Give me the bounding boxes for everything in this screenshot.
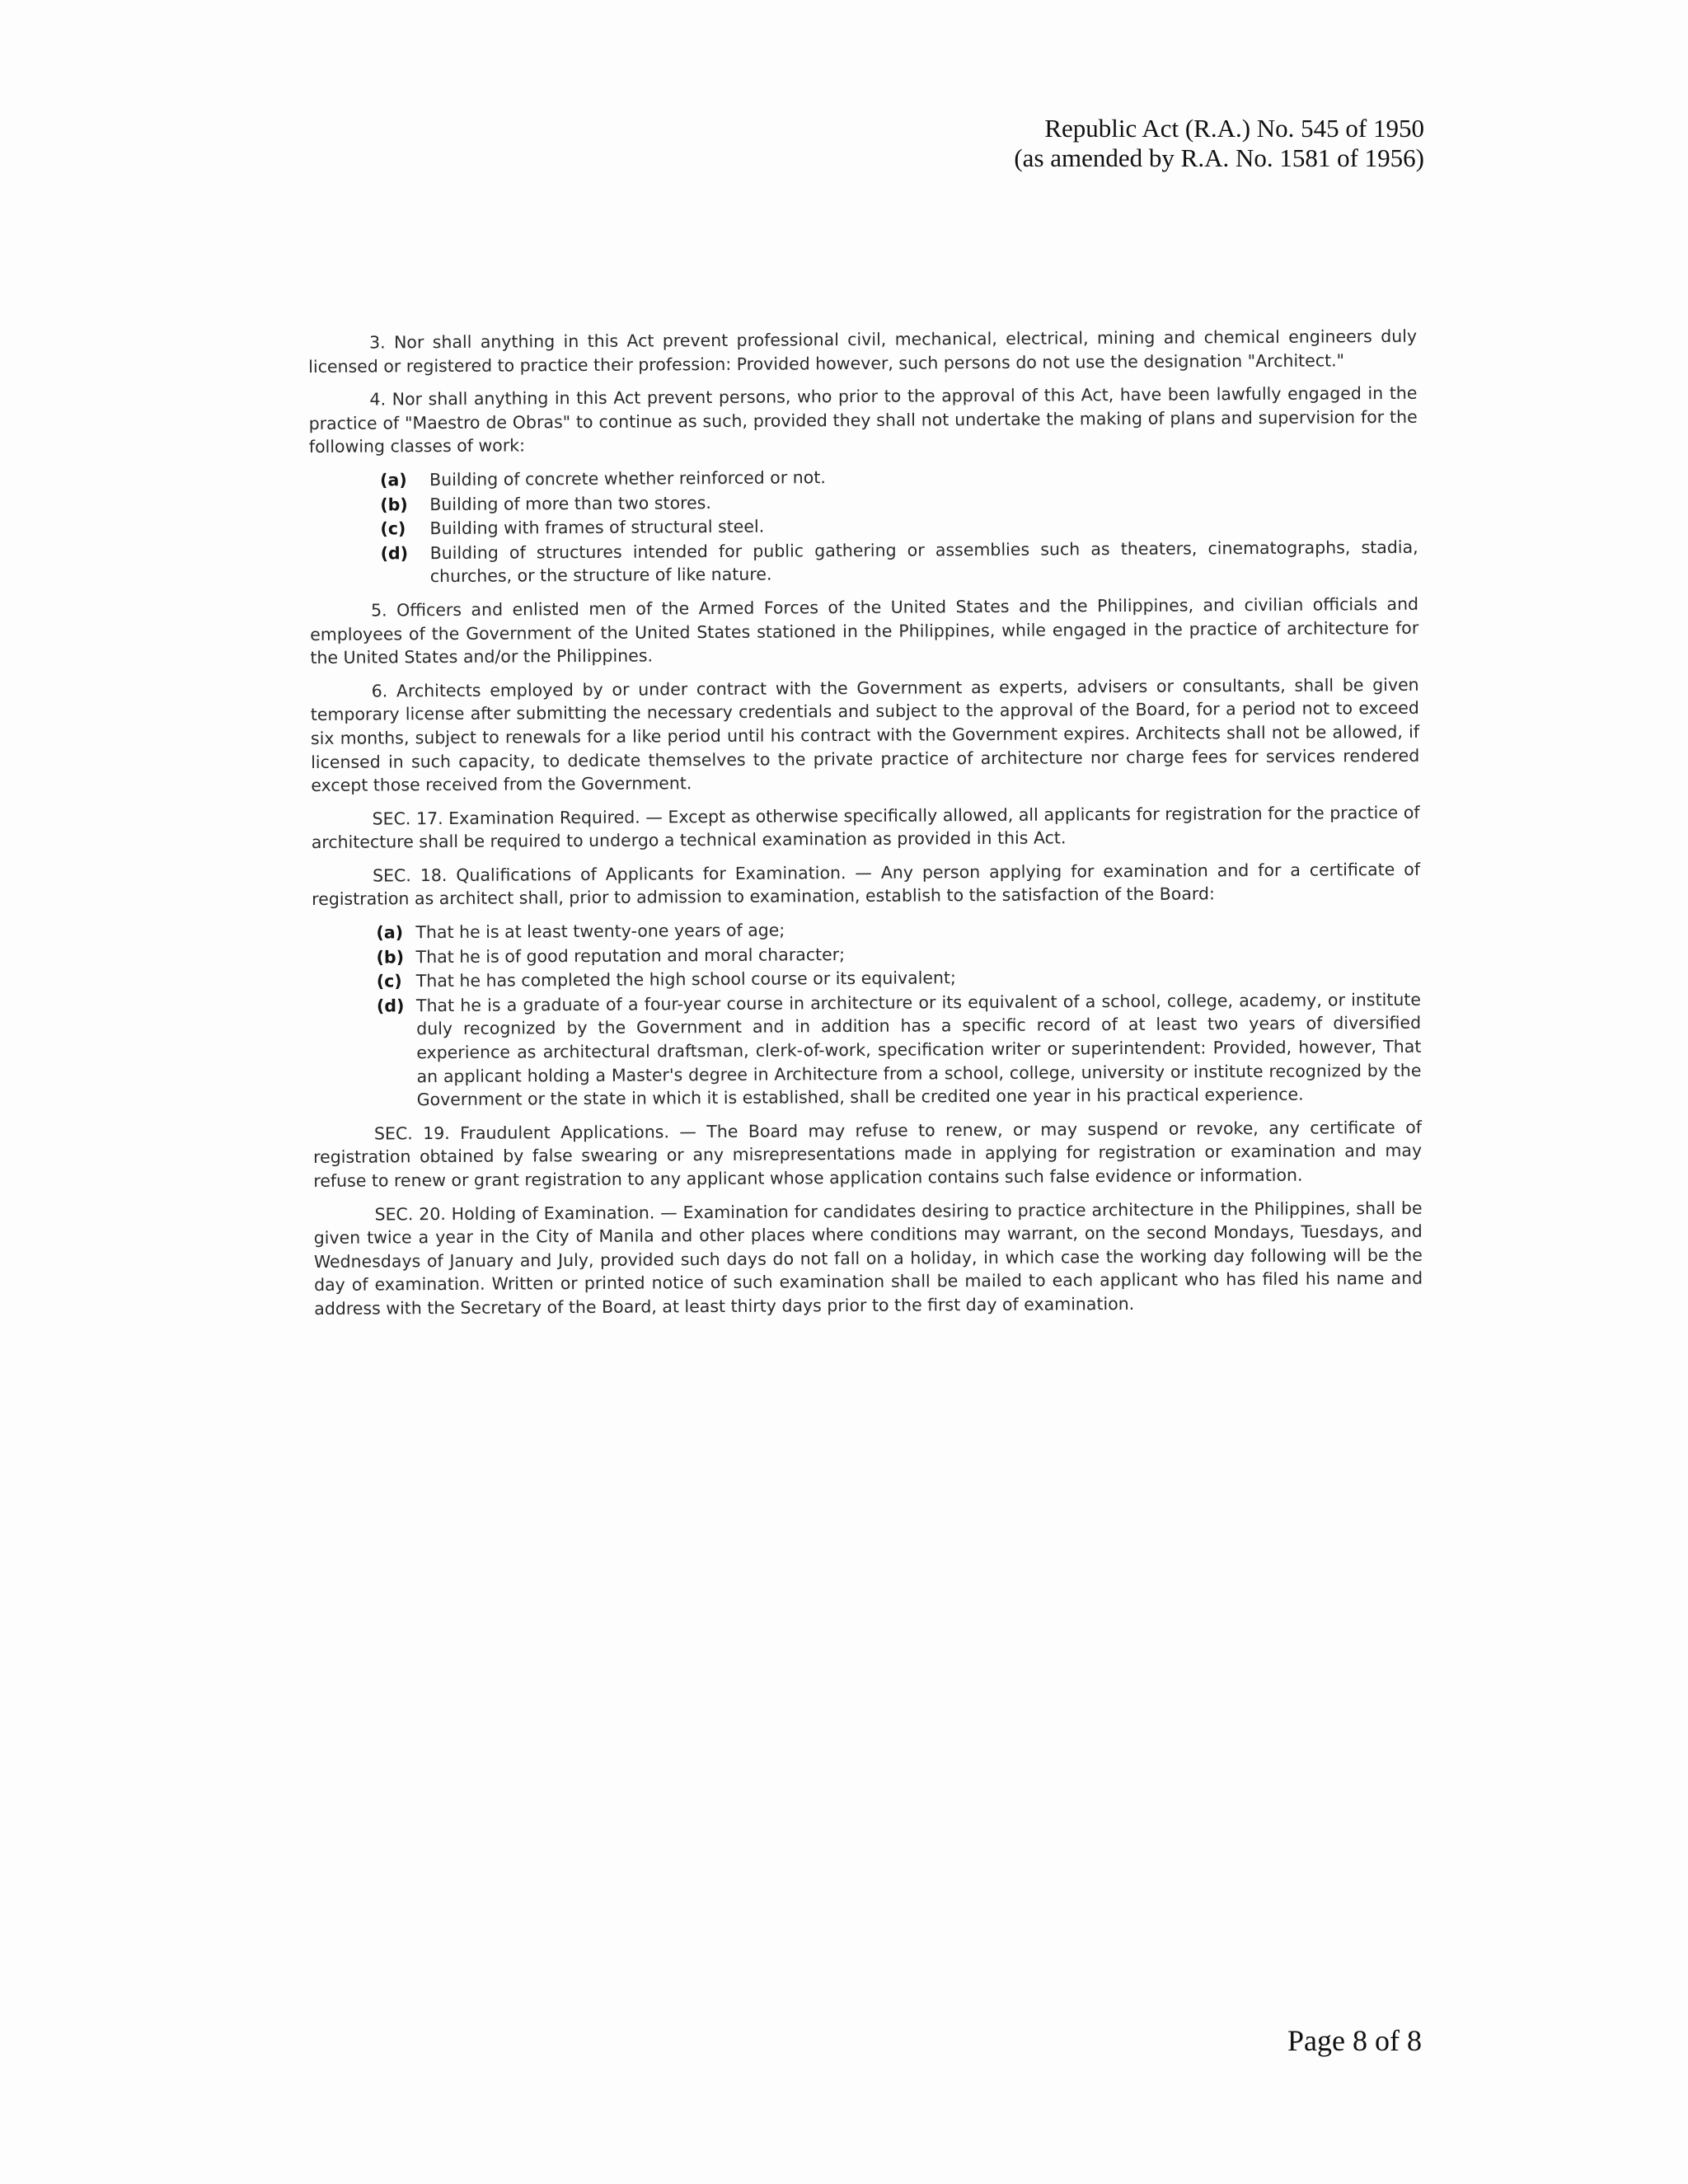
list-item-text: Building of structures intended for public gathering or assemblies such as theaters, cinematographs, stadia, churches, or the structure of like nature.	[429, 537, 1418, 587]
list-marker: (d)	[376, 996, 405, 1016]
list-marker: (b)	[376, 946, 405, 968]
page-number: Page 8 of 8	[1287, 2024, 1422, 2057]
paragraph-6: 6. Architects employed by or under contract with the Government as experts, advisers or consultants, shall be given temporary license after submitting the necessary credentials and subject to the approval of the Board, for a period not to exceed six months, subject to renewals for a like period until his contract with the Government expires. Architects shall not be allowed, if licensed in such capacity, to dedicate themselves to the private practice of architecture nor charge fees for services rendered except those received from the Government.	[310, 674, 1420, 796]
list-item-text: Building of concrete whether reinforced or not.	[429, 467, 826, 490]
list-item-text: Building of more than two stores.	[429, 492, 711, 514]
list-marker: (c)	[380, 518, 406, 539]
list-item-text: That he is of good reputation and moral character;	[415, 944, 846, 967]
list-item	[310, 536, 1418, 589]
header-act-title: Republic Act (R.A.) No. 545 of 1950	[1044, 114, 1424, 143]
list-marker: (c)	[376, 971, 402, 991]
list-item-text: That he has completed the high school course or its equivalent;	[415, 968, 956, 991]
maestro-exclusions-list	[309, 462, 1418, 589]
paragraph-3: 3. Nor shall anything in this Act prevent professional civil, mechanical, electrical, mining and chemical engineers duly licensed or registered to practice their profession: Provided however, such persons do not use the designation "Architect."	[308, 326, 1418, 377]
list-item	[312, 988, 1422, 1113]
header-amendment: (as amended by R.A. No. 1581 of 1956)	[1014, 143, 1424, 172]
section-17: SEC. 17. Examination Required. — Except as otherwise specifically allowed, all applicants for registration for the practice of architecture shall be required to undergo a technical examination as provided in this Act.	[311, 802, 1420, 853]
section-18: SEC. 18. Qualifications of Applicants for Examination. — Any person applying for examination and for a certificate of registration as architect shall, prior to admission to examination, establish to the satisfaction of the Board:	[312, 859, 1421, 910]
paragraph-5: 5. Officers and enlisted men of the Armed Forces of the United States and the Philippines, and civilian officials and employees of the Government of the United States stationed in the Philippines, while engaged in the practice of architecture for the United States and/or the Philippines.	[310, 593, 1419, 668]
list-item-text: That he is a graduate of a four-year course in architecture or its equivalent of a school, college, academy, or institute duly recognized by the Government and in addition has a specific record of at least two years of diversified experience as architectural draftsman, clerk-of-work, specification writer or superintendent: Provided, however, That an applicant holding a Master's degree in Architecture from a school, college, university or institute recognized by the Government or the state in which it is established, shall be credited one year in his practical experience.	[415, 989, 1422, 1110]
list-marker: (b)	[380, 494, 408, 515]
list-marker: (d)	[380, 543, 409, 564]
scanned-text-body	[308, 325, 1423, 1331]
section-20: SEC. 20. Holding of Examination. — Examination for candidates desiring to practice architecture in the Philippines, shall be given twice a year in the City of Manila and other places where conditions may warrant, on the second Mondays, Tuesdays, and Wednesdays of January and July, provided such days do not fall on a holiday, in which case the working day following will be the day of examination. Written or printed notice of such examination shall be mailed to each applicant who has filed his name and address with the Secretary of the Board, at least thirty days prior to the first day of examination.	[313, 1197, 1423, 1319]
list-item-text: That he is at least twenty-one years of age;	[415, 920, 785, 943]
list-item-text: Building with frames of structural steel.	[429, 516, 765, 539]
section-19: SEC. 19. Fraudulent Applications. — The Board may refuse to renew, or may suspend or revoke, any certificate of registration obtained by false swearing or any misrepresentations made in applying for registration or examination and may refuse to renew or grant registration to any applicant whose application contains such false evidence or information.	[313, 1117, 1423, 1191]
document-header	[1014, 114, 1424, 173]
list-marker: (a)	[376, 922, 404, 943]
paragraph-4: 4. Nor shall anything in this Act prevent persons, who prior to the approval of this Act, have been lawfully engaged in the practice of "Maestro de Obras" to continue as such, provided they shall not undertake the making of plans and supervision for the following classes of work:	[308, 382, 1418, 457]
applicant-qualifications-list	[312, 915, 1421, 1113]
list-marker: (a)	[380, 470, 407, 490]
